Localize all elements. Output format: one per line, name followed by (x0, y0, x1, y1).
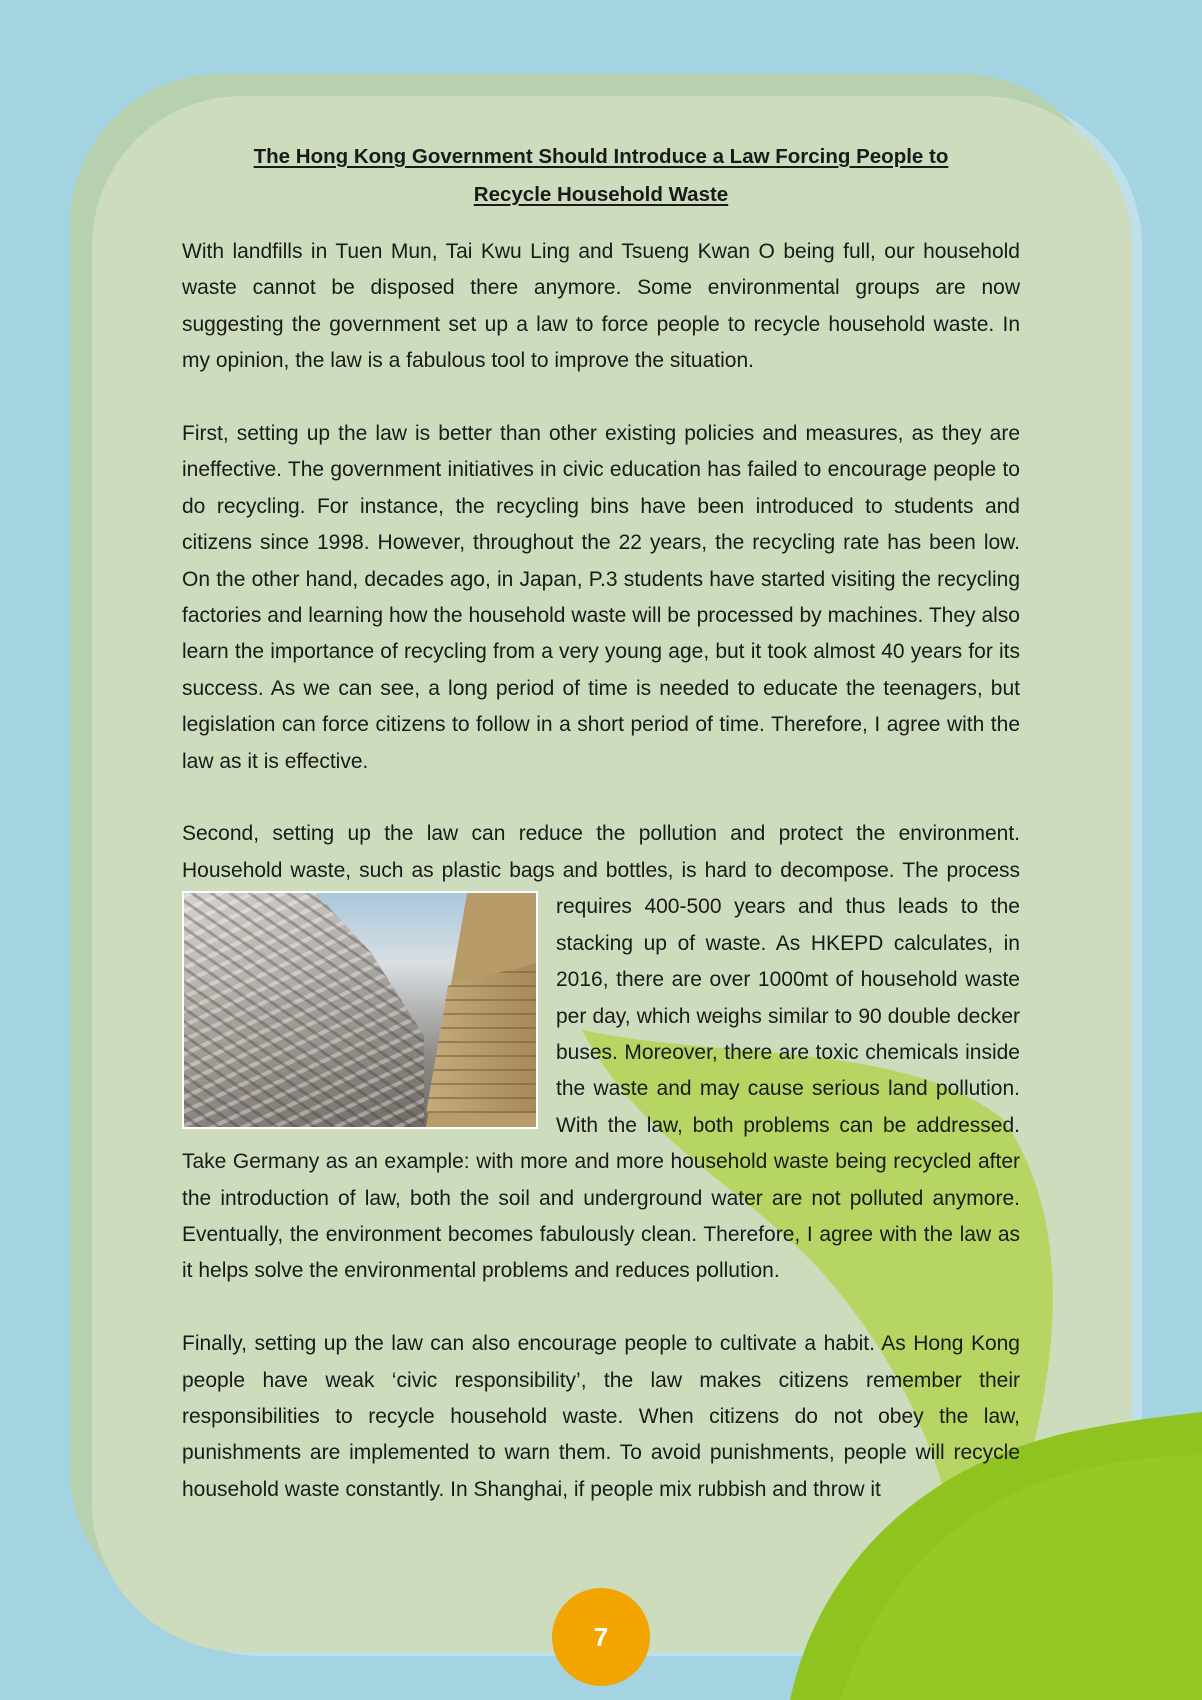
paragraph-first: First, setting up the law is better than other existing policies and measures, as they are ineffective. The government initiatives in civic education has failed to encourage people to do recycling. For instance, the recycling bins have been introduced to students and citizens since 1998. However, throughout the 22 years, the recycling rate has been low. On the other hand, decades ago, in Japan, P.3 students have started visiting the recycling factories and learning how the household waste will be processed by machines. They also learn the importance of recycling from a very young age, but it took almost 40 years for its success. As we can see, a long period of time is needed to educate the teenagers, but legislation can force citizens to follow in a short period of time. Therefore, I agree with the law as it is effective. (182, 422, 1020, 773)
article (182, 138, 1020, 1545)
paragraph-second (182, 816, 1020, 1289)
title-line-1: The Hong Kong Government Should Introduce a Law Forcing People to (253, 145, 949, 168)
paragraph-intro: With landfills in Tuen Mun, Tai Kwu Ling and Tsueng Kwan O being full, our household waste cannot be disposed there anymore. Some environmental groups are now suggesting the government set up a law to force people to recycle household waste. In my opinion, the law is a fabulous tool to improve the situation. (182, 240, 1020, 373)
paragraph-second-lead: Second, setting up the law can reduce the pollution and protect the environment. Household waste, such as plastic bags and bottles, is hard to decompose. The (182, 822, 1020, 882)
article-title (182, 138, 1020, 214)
page-number-badge: 7 (552, 1588, 650, 1686)
paragraph-third: Finally, setting up the law can also encourage people to cultivate a habit. As Hong Kong people have weak ‘civic responsibility’, the law makes citizens remember their responsibilities to recycle household waste. When citizens do not obey the law, punishments are implemented to warn them. To avoid punishments, people will recycle household waste constantly. In Shanghai, if people mix rubbish and throw it (182, 1332, 1020, 1501)
paragraph-second-rest: process requires 400-500 years and thus leads to the stacking up of waste. As HKEPD calculates, in 2016, there are over 1000mt of household waste per day, which weighs similar to 90 double decker buses. Moreover, there are toxic chemicals inside the waste and may cause serious land pollution. With the law, both problems can be addressed. Take Germany as an example: with more and more household waste being recycled after the introduction of law, both the soil and underground water are not polluted anymore. Eventually, the environment becomes fabulously clean. Therefore, I agree with the law as it helps solve the environmental problems and reduces pollution. (182, 858, 1020, 1283)
waste-pile-photo (182, 891, 538, 1129)
title-line-2: Recycle Household Waste (473, 183, 729, 206)
